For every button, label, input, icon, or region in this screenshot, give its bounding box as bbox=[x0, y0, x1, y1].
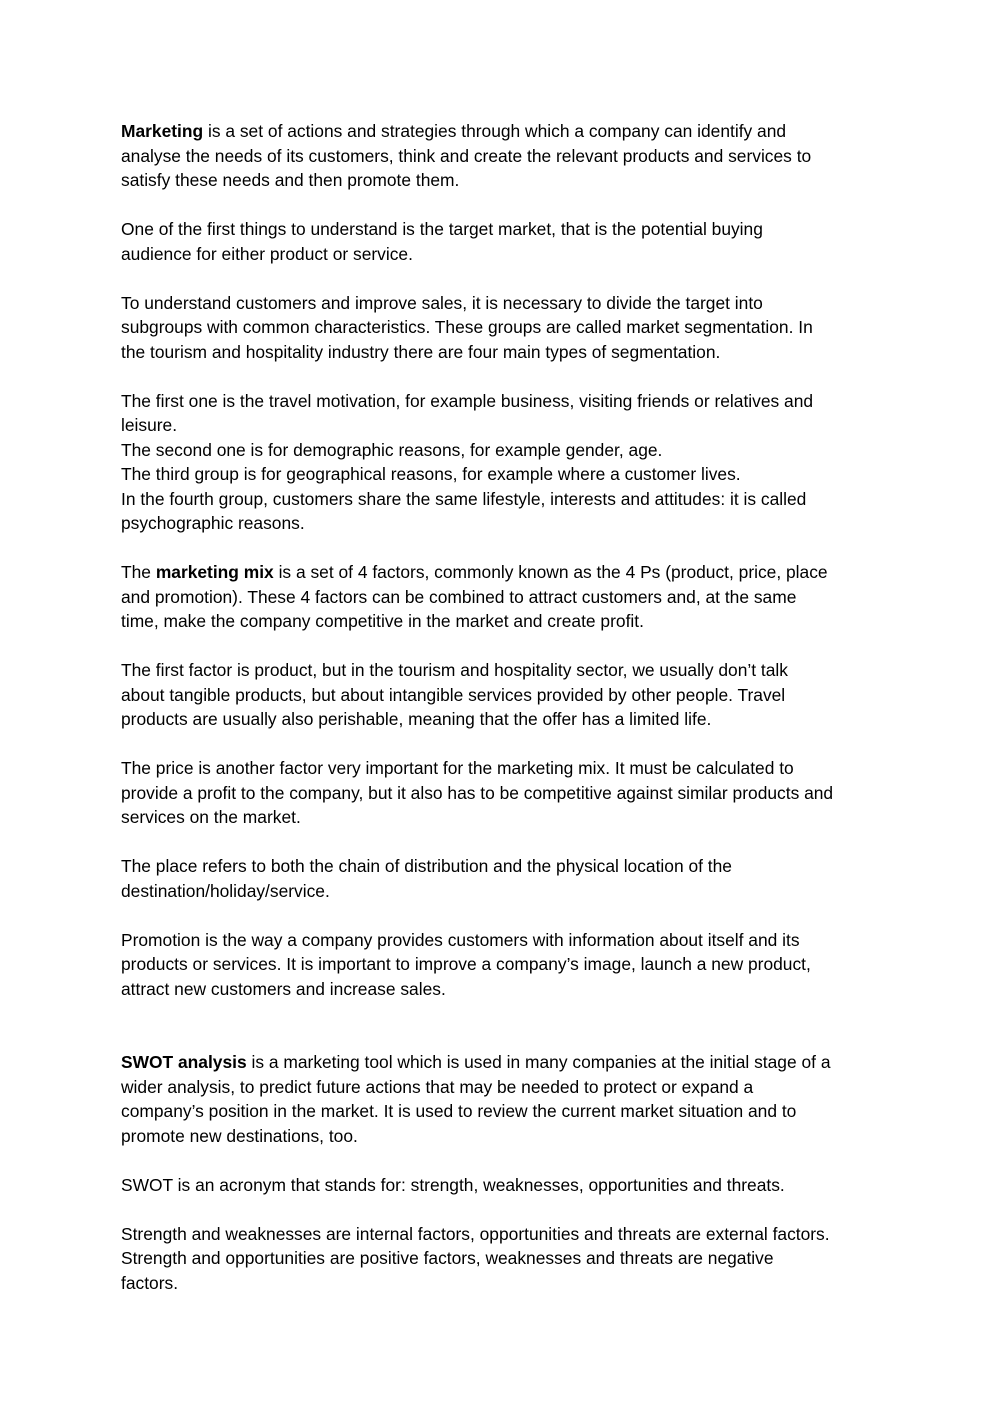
text-line: Strength and opportunities are positive factors, weaknesses and threats are negative bbox=[121, 1248, 774, 1268]
text-line: leisure. bbox=[121, 415, 178, 435]
paragraph-place bbox=[121, 854, 886, 903]
section-spacer bbox=[121, 1026, 886, 1051]
text-line: To understand customers and improve sales, it is necessary to divide the target into bbox=[121, 292, 763, 313]
text-line: The price is another factor very important for the marketing mix. It must be calculated to bbox=[121, 758, 794, 778]
document-page bbox=[121, 119, 886, 1320]
text-line: The second one is for demographic reasons, for example gender, age. bbox=[121, 439, 663, 460]
text-line: analyse the needs of its customers, think and create the relevant products and services to bbox=[121, 145, 812, 166]
text-line: satisfy these needs and then promote them. bbox=[121, 170, 460, 190]
text-line: Strength and weaknesses are internal factors, opportunities and threats are external factors. bbox=[121, 1223, 830, 1244]
text-line: provide a profit to the company, but it also has to be competitive against similar products and bbox=[121, 782, 834, 803]
paragraph-target-market bbox=[121, 217, 886, 266]
text-line: subgroups with common characteristics. These groups are called market segmentation. In bbox=[121, 317, 813, 337]
text-line: products or services. It is important to improve a company’s image, launch a new product, bbox=[121, 954, 811, 974]
term-swot-analysis: SWOT analysis bbox=[121, 1052, 247, 1072]
paragraph-marketing-definition bbox=[121, 119, 886, 193]
text-line: products are usually also perishable, meaning that the offer has a limited life. bbox=[121, 709, 712, 729]
paragraph-swot-acronym bbox=[121, 1173, 886, 1198]
paragraph-segmentation-types bbox=[121, 389, 886, 536]
paragraph-promotion bbox=[121, 928, 886, 1002]
text-line: In the fourth group, customers share the same lifestyle, interests and attitudes: it is called bbox=[121, 488, 807, 509]
text-line: company’s position in the market. It is used to review the current market situation and to bbox=[121, 1101, 797, 1121]
paragraph-market-segmentation bbox=[121, 291, 886, 365]
text-line: psychographic reasons. bbox=[121, 513, 305, 533]
paragraph-marketing-mix bbox=[121, 560, 886, 634]
text-line: about tangible products, but about intangible services provided by other people. Travel bbox=[121, 684, 786, 705]
paragraph-price bbox=[121, 756, 886, 830]
text-line: audience for either product or service. bbox=[121, 243, 413, 264]
paragraph-swot-analysis bbox=[121, 1050, 886, 1148]
text-line: The place refers to both the chain of distribution and the physical location of the bbox=[121, 856, 732, 876]
text-line: The first one is the travel motivation, for example business, visiting friends or relatives and bbox=[121, 390, 814, 411]
paragraph-product bbox=[121, 658, 886, 732]
term-marketing: Marketing bbox=[121, 121, 204, 141]
text-line: attract new customers and increase sales. bbox=[121, 978, 446, 999]
text-line: the tourism and hospitality industry there are four main types of segmentation. bbox=[121, 341, 721, 362]
text-line: The marketing mix is a set of 4 factors, commonly known as the 4 Ps (product, price, place bbox=[121, 562, 828, 582]
text-line: Promotion is the way a company provides customers with information about itself and its bbox=[121, 929, 800, 950]
text-line: One of the first things to understand is the target market, that is the potential buying bbox=[121, 219, 763, 239]
text-line: promote new destinations, too. bbox=[121, 1125, 358, 1146]
text-line: The third group is for geographical reasons, for example where a customer lives. bbox=[121, 464, 741, 484]
paragraph-swot-factors bbox=[121, 1222, 886, 1296]
text-line: destination/holiday/service. bbox=[121, 880, 330, 901]
text-line: Marketing is a set of actions and strategies through which a company can identify and bbox=[121, 121, 787, 141]
text-line: SWOT analysis is a marketing tool which is used in many companies at the initial stage of a bbox=[121, 1052, 831, 1072]
text-line: The first factor is product, but in the tourism and hospitality sector, we usually don’t talk bbox=[121, 660, 788, 680]
text-line: SWOT is an acronym that stands for: strength, weaknesses, opportunities and threats. bbox=[121, 1174, 785, 1195]
text-line: time, make the company competitive in the market and create profit. bbox=[121, 611, 644, 631]
term-marketing-mix: marketing mix bbox=[155, 562, 274, 582]
text-line: wider analysis, to predict future actions that may be needed to protect or expand a bbox=[121, 1076, 754, 1097]
text-line: factors. bbox=[121, 1272, 179, 1293]
text-line: services on the market. bbox=[121, 807, 301, 827]
text-line: and promotion). These 4 factors can be combined to attract customers and, at the same bbox=[121, 586, 797, 607]
